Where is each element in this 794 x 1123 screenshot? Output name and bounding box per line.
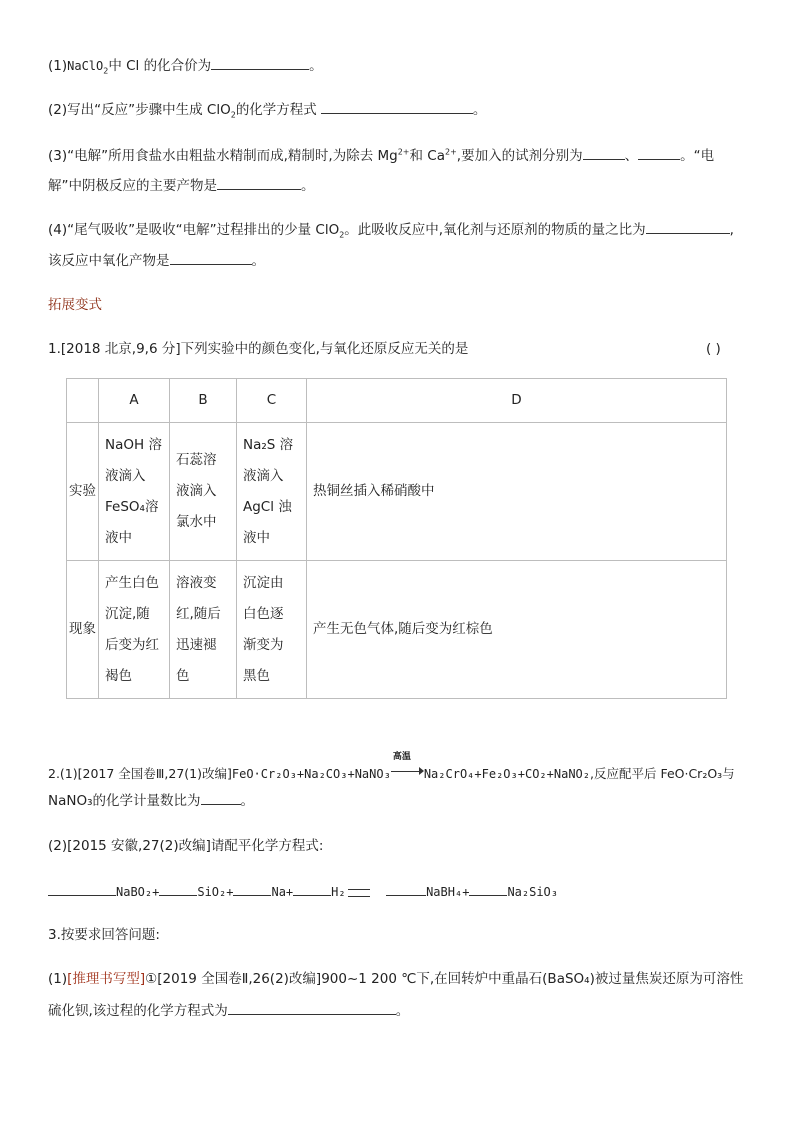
reaction-condition: 高温 bbox=[392, 752, 411, 762]
coefficient-blank-5[interactable] bbox=[386, 882, 426, 896]
equals-sign-icon bbox=[348, 889, 370, 897]
q4-text-end: , bbox=[729, 222, 734, 238]
cell-line: 产生白色 bbox=[105, 574, 159, 591]
experiment-table bbox=[66, 378, 727, 699]
p3-answer-blank[interactable] bbox=[228, 1001, 396, 1015]
q3-separator: 、 bbox=[624, 148, 639, 164]
cell-line: 后变为红 bbox=[105, 636, 159, 653]
cell-experiment-d: 热铜丝插入稀硝酸中 bbox=[307, 423, 727, 561]
problem-3-line-1 bbox=[48, 970, 743, 988]
cell-line: 液中 bbox=[105, 529, 132, 546]
cell-phenomenon-b bbox=[170, 561, 237, 699]
balance-equation bbox=[48, 882, 558, 901]
table-header-b: B bbox=[170, 379, 237, 423]
q2-text-post: 的化学方程式 bbox=[235, 102, 317, 118]
eq-term-h2: H₂ bbox=[331, 885, 346, 899]
q4-line2-text: 该反应中氧化产物是 bbox=[48, 253, 170, 269]
row-label-phenomenon: 现象 bbox=[67, 561, 99, 699]
table-header-empty bbox=[67, 379, 99, 423]
p3-number: (1) bbox=[48, 971, 68, 987]
q2-text: (2)写出“反应”步骤中生成 ClO bbox=[48, 102, 231, 118]
table-header-c: C bbox=[237, 379, 307, 423]
cell-phenomenon-d: 产生无色气体,随后变为红棕色 bbox=[307, 561, 727, 699]
coefficient-blank-4[interactable] bbox=[293, 882, 331, 896]
q3-text-end: 。“电 bbox=[680, 148, 715, 164]
row-label-experiment: 实验 bbox=[67, 423, 99, 561]
q2-answer-blank[interactable] bbox=[321, 100, 473, 114]
cell-line: 色 bbox=[176, 667, 190, 684]
cell-line: 液滴入 bbox=[176, 483, 217, 499]
q1-text: 中 Cl 的化合价为 bbox=[108, 58, 212, 74]
q1-answer-blank[interactable] bbox=[211, 56, 309, 70]
cell-line: 石蕊溶 bbox=[176, 452, 217, 468]
q2-subscript: 2 bbox=[230, 110, 236, 120]
q4-answer-blank-2[interactable] bbox=[170, 251, 252, 265]
p2-answer-blank[interactable] bbox=[201, 791, 241, 805]
table-header-d: D bbox=[307, 379, 727, 423]
table-header-a: A bbox=[99, 379, 170, 423]
q1-subscript: 2 bbox=[103, 66, 109, 76]
p2-text-post: ,反应配平后 FeO·Cr₂O₃与 bbox=[590, 766, 735, 781]
cell-line: 渐变为 bbox=[243, 636, 284, 653]
cell-experiment-c bbox=[237, 423, 307, 561]
p2-products: Na₂CrO₄+Fe₂O₃+CO₂+NaNO₂ bbox=[423, 767, 590, 781]
p3-text: ①[2019 全国卷Ⅱ,26(2)改编]900~1 200 ℃下,在回转炉中重晶石(BaSO₄)被过量焦炭还原为可溶性 bbox=[145, 971, 744, 987]
cell-line: NaOH 溶 bbox=[105, 436, 162, 453]
cell-phenomenon-a bbox=[99, 561, 170, 699]
section-title: 拓展变式 bbox=[48, 297, 102, 313]
problem-1-stem: 1.[2018 北京,9,6 分]下列实验中的颜色变化,与氧化还原反应无关的是 bbox=[48, 341, 469, 357]
question-2 bbox=[48, 100, 486, 119]
q1-formula: NaClO bbox=[67, 59, 104, 73]
cell-line: 液中 bbox=[243, 529, 270, 546]
q3-superscript-1: 2+ bbox=[397, 147, 410, 157]
p2-reactants: FeO·Cr₂O₃+Na₂CO₃+NaNO₃ bbox=[231, 767, 391, 781]
eq-term-nabh4: NaBH₄+ bbox=[426, 885, 470, 899]
q4-text-post: 。此吸收反应中,氧化剂与还原剂的物质的量之比为 bbox=[344, 222, 646, 238]
q3-answer-blank-1[interactable] bbox=[583, 146, 625, 160]
cell-experiment-b bbox=[170, 423, 237, 561]
cell-line: Na₂S 溶 bbox=[243, 436, 294, 453]
cell-line: AgCl 浊 bbox=[243, 498, 292, 515]
coefficient-blank-2[interactable] bbox=[159, 882, 197, 896]
p3-line2-text: 硫化钡,该过程的化学方程式为 bbox=[48, 1003, 228, 1019]
q3-line2-end: 。 bbox=[301, 178, 315, 194]
cell-experiment-a bbox=[99, 423, 170, 561]
p2-line2-text: NaNO₃的化学计量数比为 bbox=[48, 793, 201, 809]
eq-term-nabo2: NaBO₂+ bbox=[116, 885, 160, 899]
problem-2-sub-2: (2)[2015 安徽,27(2)改编]请配平化学方程式: bbox=[48, 838, 324, 854]
p2-line2-end: 。 bbox=[240, 793, 255, 809]
coefficient-blank-6[interactable] bbox=[469, 882, 507, 896]
q3-superscript-2: 2+ bbox=[445, 147, 457, 157]
q3-text-post: ,要加入的试剂分别为 bbox=[456, 148, 583, 164]
cell-line: 氯水中 bbox=[176, 514, 217, 530]
q1-number: (1) bbox=[48, 58, 68, 74]
q3-answer-blank-2[interactable] bbox=[638, 146, 680, 160]
cell-line: 黑色 bbox=[243, 667, 270, 684]
cell-line: 液滴入 bbox=[243, 467, 284, 484]
eq-term-na2sio3: Na₂SiO₃ bbox=[507, 885, 559, 899]
cell-line: 沉淀由 bbox=[243, 574, 284, 591]
q4-subscript: 2 bbox=[339, 230, 345, 240]
cell-line: FeSO₄溶 bbox=[105, 498, 159, 515]
p3-tag: [推理书写型] bbox=[67, 971, 146, 987]
cell-line: 液滴入 bbox=[105, 467, 146, 484]
q4-answer-blank-1[interactable] bbox=[646, 220, 730, 234]
cell-line: 褐色 bbox=[105, 667, 132, 684]
p2-source: 2.(1)[2017 全国卷Ⅲ,27(1)改编] bbox=[48, 766, 232, 781]
q1-end: 。 bbox=[309, 58, 323, 74]
problem-2-line-1 bbox=[48, 752, 735, 783]
coefficient-blank-3[interactable] bbox=[233, 882, 271, 896]
question-3-line-1 bbox=[48, 146, 714, 165]
cell-line: 红,随后 bbox=[176, 605, 221, 622]
q2-end: 。 bbox=[472, 102, 487, 118]
reaction-arrow-icon bbox=[391, 752, 424, 778]
p3-line2-end: 。 bbox=[395, 1003, 410, 1019]
q3-text-mid: 和 Ca bbox=[409, 148, 445, 164]
eq-term-na: Na+ bbox=[271, 885, 294, 899]
cell-phenomenon-c bbox=[237, 561, 307, 699]
q3-answer-blank-3[interactable] bbox=[217, 176, 301, 190]
cell-line: 迅速褪 bbox=[176, 636, 217, 653]
q3-text: (3)“电解”所用食盐水由粗盐水精制而成,精制时,为除去 Mg bbox=[48, 148, 398, 164]
question-4-line-1 bbox=[48, 220, 734, 239]
problem-2-line-2 bbox=[48, 791, 254, 810]
cell-line: 沉淀,随 bbox=[105, 605, 150, 622]
question-1 bbox=[48, 56, 323, 75]
q3-line2-text: 解”中阴极反应的主要产物是 bbox=[48, 178, 217, 194]
cell-line: 白色逐 bbox=[243, 605, 284, 622]
question-4-line-2 bbox=[48, 251, 265, 270]
q4-line2-end: 。 bbox=[251, 253, 265, 269]
problem-3-line-2 bbox=[48, 1001, 409, 1020]
coefficient-blank-1[interactable] bbox=[48, 882, 116, 896]
q4-text: (4)“尾气吸收”是吸收“电解”过程排出的少量 ClO bbox=[48, 222, 340, 238]
answer-parentheses[interactable]: ( ) bbox=[706, 341, 721, 357]
problem-3-title: 3.按要求回答问题: bbox=[48, 927, 160, 943]
cell-line: 溶液变 bbox=[176, 574, 217, 591]
question-3-line-2 bbox=[48, 176, 315, 195]
eq-term-sio2: SiO₂+ bbox=[197, 885, 234, 899]
